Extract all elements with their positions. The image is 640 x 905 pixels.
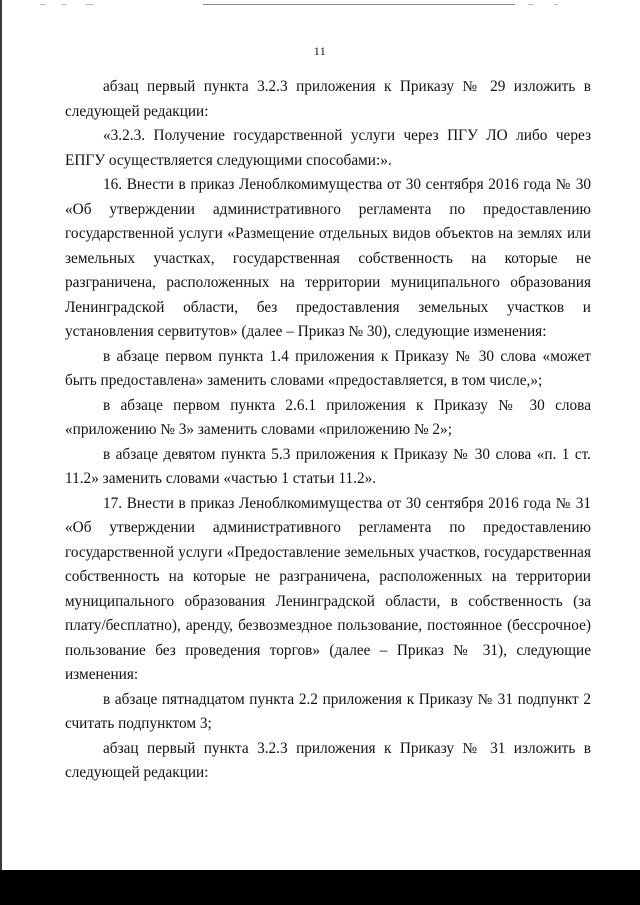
scan-speck: [62, 4, 66, 5]
paragraph: 16. Внести в приказ Леноблкомимущества от 30 сентября 2016 года № 30 «Об утверждении административного регламента по предоставлению государственной услуги «Размещение отдельных видов объектов на землях или земельных участках, государственная собственность на которые не разграничена, расположенных на территории муниципального образования Ленинградской области, без предоставления земельных участков и установления сервитутов» (далее – Приказ № 30), следующие изменения:: [65, 176, 591, 340]
page-number: 11: [313, 44, 327, 58]
scan-speck: [40, 4, 46, 5]
scan-speck: [528, 4, 534, 5]
paragraph: в абзаце девятом пункта 5.3 приложения к Приказу № 30 слова «п. 1 ст. 11.2» заменить словами «частью 1 статьи 11.2».: [65, 445, 591, 487]
scan-bottom-band: [0, 870, 640, 905]
paragraph: в абзаце пятнадцатом пункта 2.2 приложения к Приказу № 31 подпункт 2 считать подпунктом 3;: [65, 690, 591, 732]
scan-top-rule: [203, 4, 515, 5]
paragraph: «3.2.3. Получение государственной услуги через ПГУ ЛО либо через ЕПГУ осуществляется следующими способами:».: [65, 127, 591, 169]
paragraph: в абзаце первом пункта 1.4 приложения к Приказу № 30 слова «может быть предоставлена» заменить словами «предоставляется, в том числе,»;: [65, 347, 591, 389]
scan-left-edge: [0, 0, 2, 870]
paragraph: 17. Внести в приказ Леноблкомимущества от 30 сентября 2016 года № 31 «Об утверждении административного регламента по предоставлению государственной услуги «Предоставление земельных участков, государственная собственность на которые не разграничена, расположенных на территории муниципального образования Ленинградской области, в собственность (за плату/бесплатно), аренду, безвозмездное пользование, постоянное (бессрочное) пользование без проведения торгов» (далее – Приказ № 31), следующие изменения:: [65, 494, 591, 683]
paragraph: в абзаце первом пункта 2.6.1 приложения к Приказу № 30 слова «приложению № 3» заменить словами «приложению № 2»;: [65, 396, 591, 438]
scan-speck: [86, 4, 94, 5]
paragraph: абзац первый пункта 3.2.3 приложения к Приказу № 31 изложить в следующей редакции:: [65, 739, 591, 781]
scan-speck: [554, 4, 558, 5]
document-body: [65, 75, 591, 786]
paragraph: абзац первый пункта 3.2.3 приложения к Приказу № 29 изложить в следующей редакции:: [65, 78, 591, 120]
